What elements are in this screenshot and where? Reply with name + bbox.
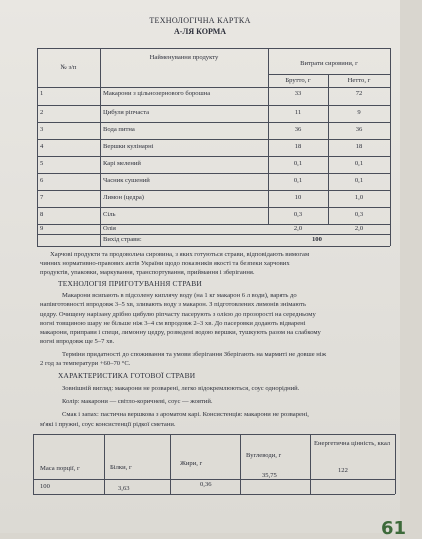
gross-value: 33 bbox=[294, 90, 302, 97]
requirements-line: Харчові продукти та продовольча сировина, з яких готуються страви, відповідають вимогам bbox=[50, 251, 310, 258]
table-line bbox=[37, 173, 390, 174]
table-line bbox=[37, 156, 390, 157]
table-line bbox=[37, 190, 390, 191]
ingredient-name: Лимон (цедра) bbox=[103, 194, 144, 201]
gross-value: 18 bbox=[294, 143, 302, 150]
ingredient-name: Карі мелений bbox=[103, 160, 141, 167]
table-line bbox=[33, 494, 395, 495]
technology-line: вогні товщиною шару не більше ніж 3–4 см впродовж 2–3 хв. До пасеровки додають відварені bbox=[40, 320, 306, 327]
technology-line: макарони, приправи і специ, лимонну цедру, розведені водою вершки, тушкують разом на слабкому bbox=[40, 329, 321, 336]
portion-mass-header: Маса порції, г bbox=[40, 465, 80, 472]
page-number: 61 bbox=[380, 518, 406, 539]
row-number: 8 bbox=[40, 211, 44, 218]
characteristics-line: м'які і пружні, соус консистенції рідкої сметани. bbox=[40, 421, 176, 428]
yield-label: Вихід страви: bbox=[103, 236, 142, 243]
yield-value: 100 bbox=[312, 236, 322, 243]
gross-value: 0,1 bbox=[293, 177, 303, 184]
ingredient-name: Сіль bbox=[103, 211, 116, 218]
technology-line: цедру. Очищену нарізану дрібно цибулю ріпчасту пасерують з олією до прозорості на середньому bbox=[40, 311, 316, 318]
table-line bbox=[37, 234, 390, 235]
table-line bbox=[37, 48, 38, 234]
table-line bbox=[37, 105, 390, 106]
document-title: ТЕХНОЛОГІЧНА КАРТКА bbox=[149, 16, 251, 25]
technology-line: напівготовності впродовж 3–5 хв, зливають воду з макарон. З підготовлених лимонів знімають bbox=[40, 301, 307, 308]
table-line bbox=[37, 48, 390, 49]
characteristics-line: Смак і запах: пастична вершкова з ароматом карі. Консистенція: макарони не розварені, bbox=[62, 411, 309, 418]
gross-value: 2,0 bbox=[293, 225, 303, 232]
row-number: 1 bbox=[40, 90, 44, 97]
net-value: 18 bbox=[355, 143, 363, 150]
ingredient-name: Вершки кулінарні bbox=[103, 143, 154, 150]
col-net-header: Нетто, г bbox=[347, 77, 371, 84]
net-value: 1,0 bbox=[354, 194, 364, 201]
col-gross-header: Брутто, г bbox=[285, 77, 311, 84]
carbs-header: Вуглеводи, г bbox=[246, 452, 282, 459]
table-line bbox=[37, 139, 390, 140]
gross-value: 10 bbox=[294, 194, 302, 201]
table-line bbox=[33, 434, 34, 494]
net-value: 9 bbox=[357, 109, 361, 116]
ingredient-name: Часник сушений bbox=[103, 177, 150, 184]
characteristics-heading: ХАРАКТЕРИСТИКА ГОТОВОЇ СТРАВИ bbox=[58, 371, 196, 380]
table-line bbox=[37, 234, 38, 246]
row-number: 6 bbox=[40, 177, 44, 184]
table-line bbox=[268, 74, 390, 75]
requirements-line: чинних нормативно-правових актів України щодо показників якості та безпеки харчових bbox=[40, 260, 290, 267]
storage-line: 2 год за температури +60–70 °С. bbox=[40, 360, 131, 367]
technology-heading: ТЕХНОЛОГІЯ ПРИГОТУВАННЯ СТРАВИ bbox=[58, 279, 202, 288]
ingredient-name: Цибуля ріпчаста bbox=[103, 109, 150, 116]
document-subtitle: А-ЛЯ КОРМА bbox=[173, 27, 227, 36]
net-value: 0,1 bbox=[354, 160, 364, 167]
net-value: 0,3 bbox=[354, 211, 364, 218]
net-value: 36 bbox=[355, 126, 363, 133]
energy-value: 122 bbox=[338, 467, 348, 474]
energy-header: Енергетична цінність, ккал bbox=[314, 440, 391, 447]
table-line bbox=[37, 122, 390, 123]
table-line bbox=[395, 434, 396, 494]
technology-line: Макарони всипають в підсолену киплячу воду (на 1 кг макарон 6 л води), варять до bbox=[62, 292, 297, 299]
ingredient-name: Вода питна bbox=[103, 126, 135, 133]
storage-line: Терміни придатності до споживання та умови зберігання Зберігають на мармиті не довше ніж bbox=[62, 351, 327, 358]
net-value: 72 bbox=[355, 90, 363, 97]
table-line bbox=[240, 434, 241, 494]
row-number: 3 bbox=[40, 126, 44, 133]
col-name-header: Найменування продукту bbox=[149, 54, 219, 61]
table-line bbox=[100, 48, 101, 234]
row-number: 4 bbox=[40, 143, 44, 150]
table-line bbox=[170, 434, 171, 494]
table-line bbox=[104, 434, 105, 494]
row-number: 5 bbox=[40, 160, 44, 167]
col-number-header: № з/п bbox=[60, 64, 77, 71]
table-line bbox=[37, 87, 390, 88]
carbs-value: 35,75 bbox=[262, 472, 277, 479]
technology-line: вогні впродовж ще 5–7 хв. bbox=[40, 338, 115, 345]
net-value: 0,1 bbox=[354, 177, 364, 184]
fat-header: Жири, г bbox=[180, 460, 203, 467]
net-value: 2,0 bbox=[354, 225, 364, 232]
fat-value: 0,36 bbox=[200, 481, 212, 488]
gross-value: 36 bbox=[294, 126, 302, 133]
row-number: 9 bbox=[40, 225, 44, 232]
gross-value: 11 bbox=[294, 109, 302, 116]
col-usage-header: Витрати сировини, г bbox=[300, 60, 358, 67]
characteristics-line: Колір: макарони — світло-коричневі, соус — жовтий. bbox=[62, 398, 213, 405]
table-line bbox=[310, 434, 311, 494]
table-line bbox=[33, 479, 395, 480]
gross-value: 0,3 bbox=[293, 211, 303, 218]
requirements-line: продуктів, упаковки, маркування, транспортування, приймання і зберігання. bbox=[40, 269, 255, 276]
table-line bbox=[37, 246, 390, 247]
table-line bbox=[33, 434, 395, 435]
table-line bbox=[390, 48, 391, 234]
table-line bbox=[37, 207, 390, 208]
ingredient-name: Олія bbox=[103, 225, 116, 232]
portion-mass-value: 100 bbox=[40, 483, 50, 490]
table-line bbox=[390, 234, 391, 246]
protein-header: Білки, г bbox=[110, 464, 132, 471]
row-number: 2 bbox=[40, 109, 44, 116]
ingredient-name: Макарони з цільнозернового борошна bbox=[103, 90, 211, 97]
table-line bbox=[100, 234, 101, 246]
protein-value: 3,63 bbox=[118, 485, 130, 492]
characteristics-line: Зовнішній вигляд: макарони не розварені, легко відокремлюються, соус однорідний. bbox=[62, 385, 300, 392]
row-number: 7 bbox=[40, 194, 44, 201]
gross-value: 0,1 bbox=[293, 160, 303, 167]
